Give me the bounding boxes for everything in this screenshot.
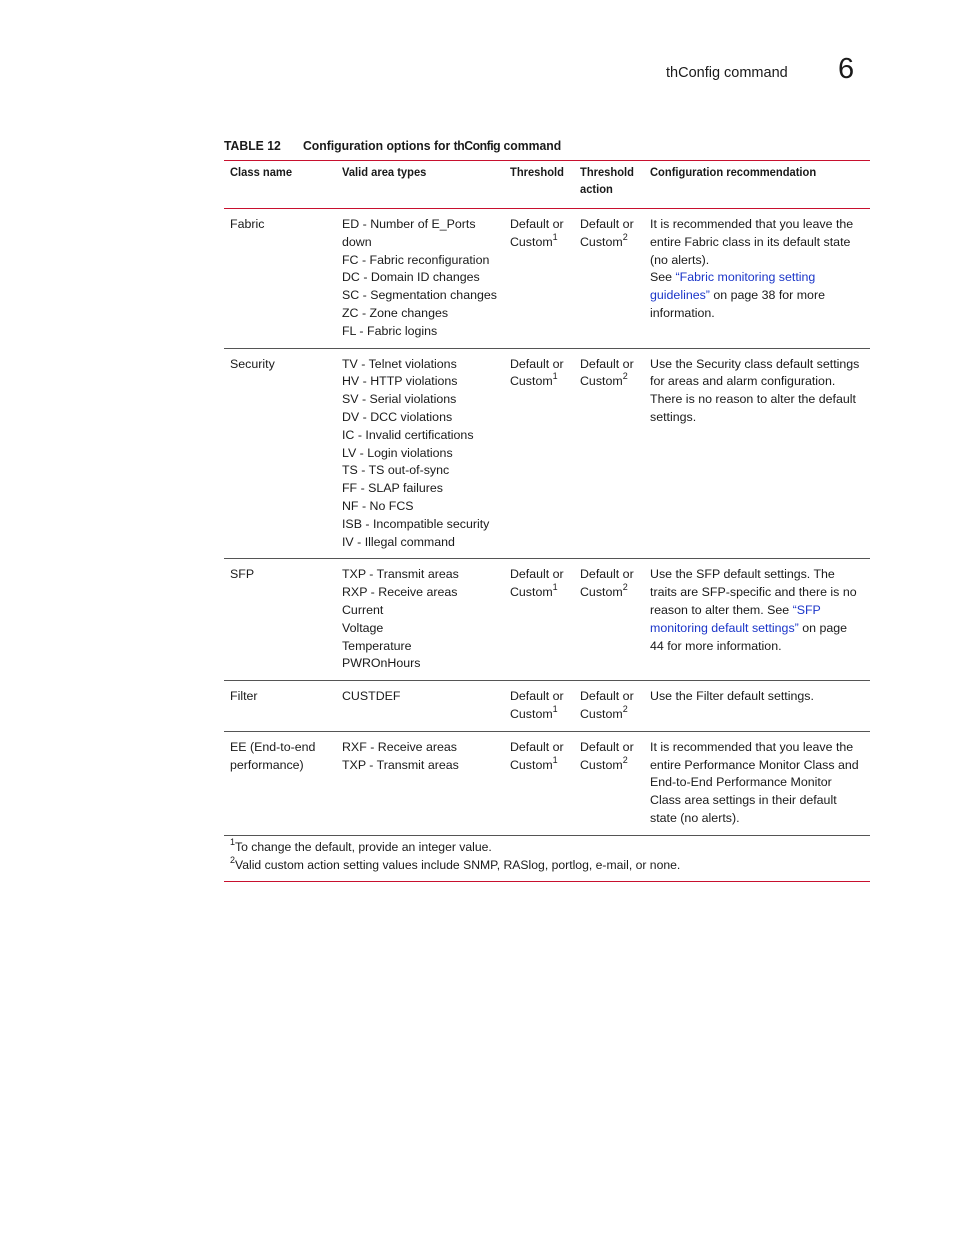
- area-types-cell: CUSTDEF: [341, 689, 401, 704]
- threshold-cell: Default or Custom$^1$: [509, 217, 564, 249]
- threshold-cell: Default or Custom$^1$: [509, 689, 564, 721]
- col-header-class-name: Class name: [230, 165, 293, 179]
- threshold-action-cell: Default or Custom$^2$: [579, 567, 634, 600]
- threshold-cell: Default or Custom$^1$: [509, 567, 564, 600]
- sfp-settings-link[interactable]: “SFP monitoring default settings”: [650, 602, 821, 635]
- page-header-title: thConfig command: [666, 65, 788, 81]
- table-caption: [224, 138, 831, 158]
- footnote-ref: 1: [552, 371, 558, 382]
- footnote-ref: 2: [622, 703, 628, 714]
- class-name-cell: Security: [230, 356, 275, 371]
- area-types-cell: ED - Number of E_Ports down FC - Fabric reconfiguration DC - Domain ID changes SC - Segmentation changes ZC - Zone changes FL - Fabric logins: [341, 217, 497, 338]
- col-header-threshold: Threshold: [509, 165, 564, 179]
- threshold-cell: Default or Custom$^1$: [509, 356, 564, 389]
- threshold-action-cell: Default or Custom$^2$: [579, 356, 634, 389]
- table-header-row: [224, 161, 870, 209]
- area-types-cell: TXP - Transmit areas RXP - Receive areas Current Voltage Temperature PWROnHours: [341, 567, 459, 671]
- table-row: [224, 731, 870, 835]
- footnote-ref: 1: [552, 231, 558, 242]
- footnote-ref: 1: [552, 582, 558, 593]
- recommendation-cell: Use the Security class default settings for areas and alarm configuration. There is no reason to alter the default settings.: [650, 356, 860, 424]
- table-row: [224, 348, 870, 559]
- col-header-threshold-action: Threshold action: [579, 165, 634, 196]
- table-row: [224, 681, 870, 732]
- footnote-ref: 1: [552, 703, 558, 714]
- footnote-ref: 2: [622, 371, 628, 382]
- footnote-ref: 2: [622, 231, 628, 242]
- class-name-cell: EE (End-to-end performance): [230, 739, 316, 772]
- class-name-cell: SFP: [230, 567, 255, 582]
- class-name-cell: Fabric: [230, 217, 265, 231]
- area-types-cell: TV - Telnet violations HV - HTTP violations SV - Serial violations DV - DCC violations IC - Invalid certifications LV - Login violations TS - TS out-of-sync FF - SLAP failures NF - No FCS ISB - Incompatible security IV - Illegal command: [341, 356, 490, 549]
- config-options-table: [224, 160, 870, 882]
- recommendation-cell: It is recommended that you leave the entire Performance Monitor Class and End-to-End Performance Monitor Class area settings in their default state (no alerts).: [650, 739, 859, 825]
- threshold-action-cell: Default or Custom$^2$: [579, 217, 634, 249]
- table-number: TABLE 12: [224, 138, 281, 153]
- col-header-recommendation: Configuration recommendation: [650, 165, 817, 179]
- recommendation-cell: Use the SFP default settings. The traits are SFP-specific and there is no reason to alter them. See “SFP monitoring default settings” on page 44 for more information.: [650, 567, 857, 653]
- class-name-cell: Filter: [230, 689, 258, 704]
- table-title: Configuration options for thConfig command: [302, 138, 562, 153]
- command-name: thConfig: [453, 138, 501, 153]
- threshold-action-cell: Default or Custom$^2$: [579, 689, 634, 721]
- footnote-ref: 2: [622, 582, 628, 593]
- chapter-number: 6: [838, 53, 855, 85]
- col-header-valid-area-types: Valid area types: [341, 165, 427, 179]
- footnote-ref: 2: [622, 754, 628, 765]
- recommendation-cell: It is recommended that you leave the entire Fabric class in its default state (no alerts). See “Fabric monitoring setting guidelines” on page 38 for more information.: [650, 217, 854, 320]
- footnotes-row: [224, 835, 870, 881]
- footnote: $^1$To change the default, provide an integer value.: [230, 836, 492, 854]
- recommendation-cell: Use the Filter default settings.: [650, 689, 814, 704]
- table-row: [224, 559, 870, 681]
- area-types-cell: RXF - Receive areas TXP - Transmit areas: [341, 739, 459, 772]
- threshold-action-cell: Default or Custom$^2$: [579, 739, 634, 772]
- footnotes-cell: [224, 835, 870, 881]
- table-row: [224, 209, 870, 349]
- fabric-guidelines-link[interactable]: “Fabric monitoring setting guidelines”: [650, 270, 816, 303]
- footnote-ref: 1: [552, 754, 558, 765]
- footnote: $^2$Valid custom action setting values include SNMP, RASlog, portlog, e-mail, or none.: [230, 854, 681, 872]
- threshold-cell: Default or Custom$^1$: [509, 739, 564, 772]
